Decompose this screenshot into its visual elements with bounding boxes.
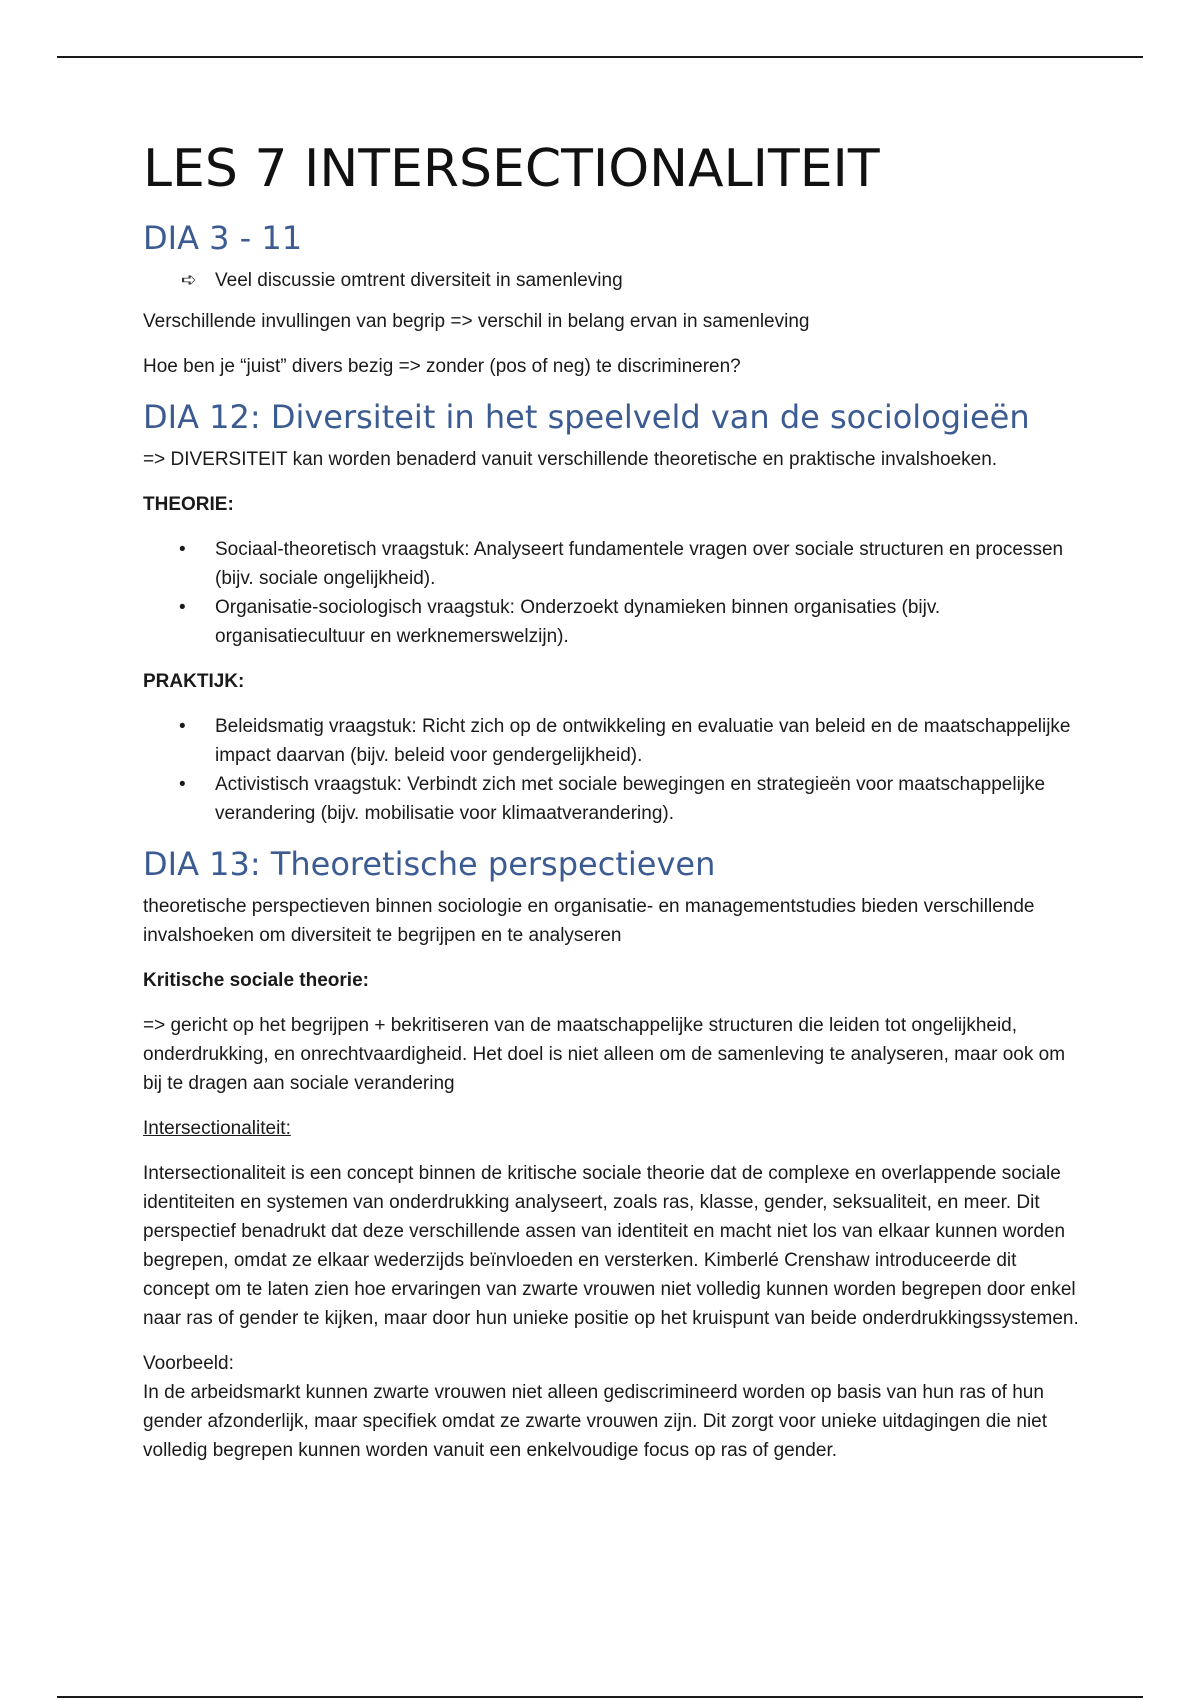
paragraph: In de arbeidsmarkt kunnen zwarte vrouwen niet alleen gediscrimineerd worden op basis van hun ras of hun gender afzonderlijk, maar specifiek omdat ze zwarte vrouwen zijn. Dit zorgt voor unieke uitdagingen die niet volledig begrepen kunnen worden vanuit een enkelvoudige focus op ras of gender.	[143, 1381, 1048, 1461]
paragraph: theoretische perspectieven binnen sociologie en organisatie- en managementstudies bieden verschillende invalshoeken om diversiteit te begrijpen en te analyseren	[143, 895, 1035, 946]
arrow-bullet	[181, 266, 1083, 295]
kritische-sociale-theorie-label: Kritische sociale theorie:	[143, 969, 369, 991]
paragraph: Verschillende invullingen van begrip => verschil in belang ervan in samenleving	[143, 310, 810, 332]
voorbeeld-label: Voorbeeld:	[143, 1352, 234, 1374]
list-item: • Organisatie-sociologisch vraagstuk: Onderzoekt dynamieken binnen organisaties (bijv. organisatiecultuur en werknemerswelzijn).	[143, 593, 1083, 651]
bottom-rule	[57, 1696, 1143, 1698]
list-item: • Activistisch vraagstuk: Verbindt zich met sociale bewegingen en strategieën voor maatschappelijke verandering (bijv. mobilisatie voor klimaatverandering).	[143, 770, 1083, 828]
right-arrow-icon: ➪	[181, 269, 197, 291]
section-heading-dia-3-11: DIA 3 - 11	[143, 218, 303, 257]
intersectionaliteit-label: Intersectionaliteit:	[143, 1117, 291, 1139]
praktijk-label: PRAKTIJK:	[143, 670, 245, 692]
arrow-bullet-text: Veel discussie omtrent diversiteit in samenleving	[215, 269, 623, 291]
paragraph: Hoe ben je “juist” divers bezig => zonder (pos of neg) te discrimineren?	[143, 355, 741, 377]
page-title: LES 7 INTERSECTIONALITEIT	[143, 139, 880, 199]
paragraph: => gericht op het begrijpen + bekritiseren van de maatschappelijke structuren die leiden tot ongelijkheid, onderdrukking, en onrechtvaardigheid. Het doel is niet alleen om de samenleving te analyseren, maar ook om bij te dragen aan sociale verandering	[143, 1014, 1066, 1094]
list-item: • Sociaal-theoretisch vraagstuk: Analyseert fundamentele vragen over sociale structuren en processen (bijv. sociale ongelijkheid).	[143, 535, 1083, 593]
list-item: • Beleidsmatig vraagstuk: Richt zich op de ontwikkeling en evaluatie van beleid en de maatschappelijke impact daarvan (bijv. beleid voor gendergelijkheid).	[143, 712, 1083, 770]
document-page	[143, 130, 1083, 1481]
theorie-label: THEORIE:	[143, 493, 234, 515]
theorie-list	[143, 535, 1083, 651]
praktijk-list	[143, 712, 1083, 828]
paragraph: Intersectionaliteit is een concept binnen de kritische sociale theorie dat de complexe en overlappende sociale identiteiten en systemen van onderdrukking analyseert, zoals ras, klasse, gender, seksualiteit, en meer. Dit perspectief benadrukt dat deze verschillende assen van identiteit en macht niet los van elkaar kunnen worden begrepen, omdat ze elkaar wederzijds beïnvloeden en versterken. Kimberlé Crenshaw introduceerde dit concept om te laten zien hoe ervaringen van zwarte vrouwen niet volledig kunnen worden begrepen door enkel naar ras of gender te kijken, maar door hun unieke positie op het kruispunt van beide onderdrukkingssystemen.	[143, 1162, 1079, 1329]
section-heading-dia-12: DIA 12: Diversiteit in het speelveld van de sociologieën	[143, 397, 1030, 436]
section-heading-dia-13: DIA 13: Theoretische perspectieven	[143, 844, 716, 883]
paragraph: => DIVERSITEIT kan worden benaderd vanuit verschillende theoretische en praktische invalshoeken.	[143, 448, 998, 470]
top-rule	[57, 56, 1143, 58]
